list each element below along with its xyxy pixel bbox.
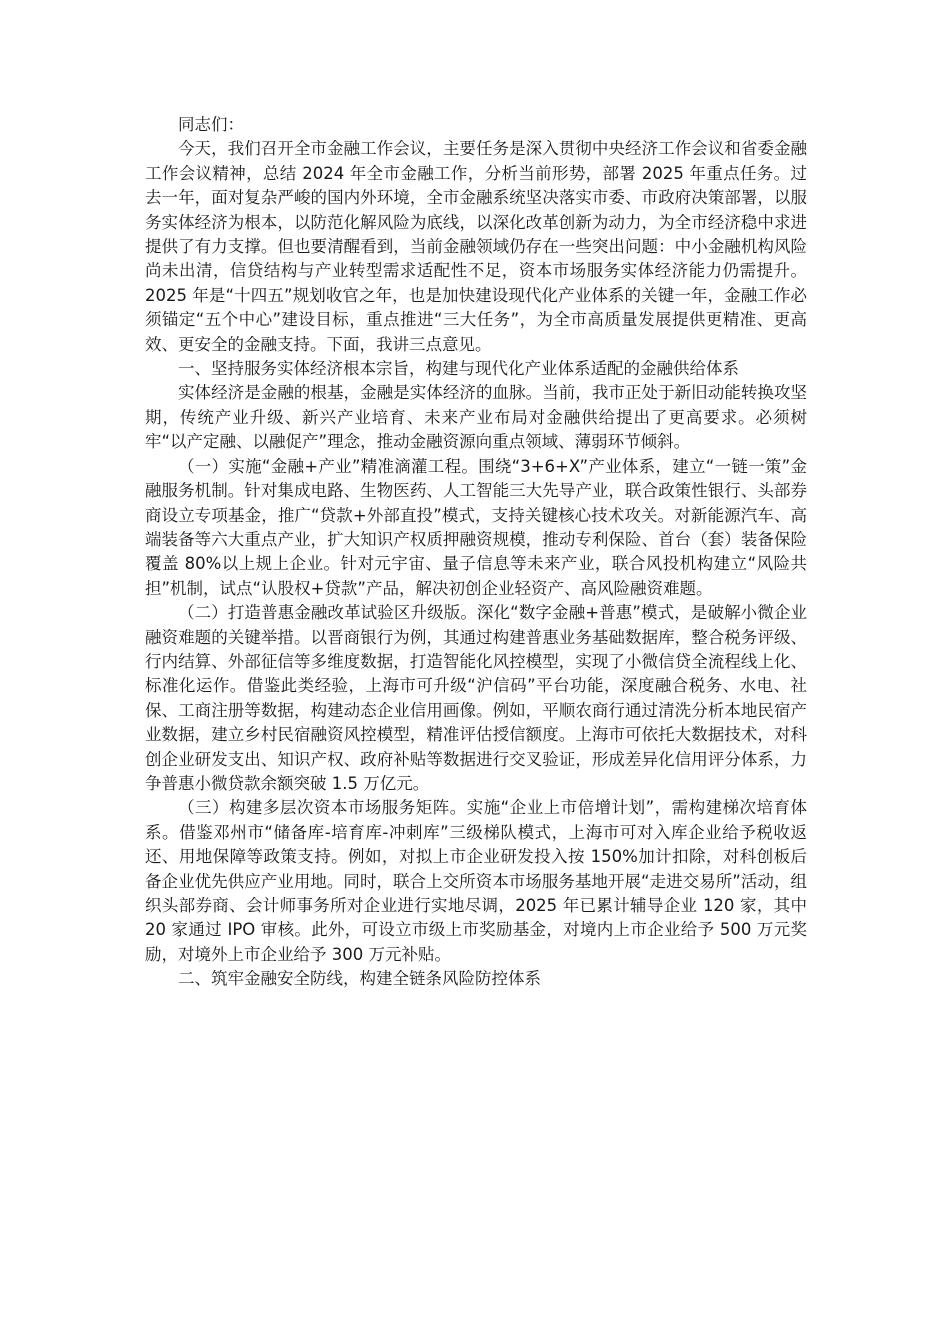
paragraph-opening: 今天，我们召开全市金融工作会议，主要任务是深入贯彻中央经济工作会议和省委金融工作会议精神，总结 2024 年全市金融工作，分析当前形势，部署 2025 年重点任务。过去一年，面对复杂严峻的国内外环境，全市金融系统坚决落实市委、市政府决策部署，以服务实体经济为根本，以防范化解风险为底线，以深化改革创新为动力，为全市经济稳中求进提供了有力支撑。但也要清醒看到，当前金融领域仍存在一些突出问题：中小金融机构风险尚未出清，信贷结构与产业转型需求适配性不足，资本市场服务实体经济能力仍需提升。2025 年是“十四五”规划收官之年，也是加快建设现代化产业体系的关键一年，金融工作必须锚定“五个中心”建设目标，重点推进“三大任务”，为全市高质量发展提供更精准、更高效、更安全的金融支持。下面，我讲三点意见。 bbox=[145, 139, 807, 354]
section-heading-2: 二、筑牢金融安全防线，构建全链条风险防控体系 bbox=[178, 969, 541, 989]
document-body bbox=[145, 113, 807, 992]
paragraph-subsection-3: （三）构建多层次资本市场服务矩阵。实施“企业上市倍增计划”，需构建梯次培育体系。借鉴邓州市“储备库-培育库-冲刺库”三级梯队模式，上海市可对入库企业给予税收返还、用地保障等政策支持。例如，对拟上市企业研发投入按 150%加计扣除，对科创板后备企业优先供应产业用地。同时，联合上交所资本市场服务基地开展“走进交易所”活动，组织头部券商、会计师事务所对企业进行实地尽调，2025 年已累计辅导企业 120 家，其中 20 家通过 IPO 审核。此外，可设立市级上市奖励基金，对境内上市企业给予 500 万元奖励，对境外上市企业给予 300 万元补贴。 bbox=[145, 798, 807, 964]
paragraph-section-1-intro: 实体经济是金融的根基，金融是实体经济的血脉。当前，我市正处于新旧动能转换攻坚期，传统产业升级、新兴产业培育、未来产业布局对金融供给提出了更高要求。必须树牢“以产定融、以融促产”理念，推动金融资源向重点领域、薄弱环节倾斜。 bbox=[145, 383, 807, 452]
salutation: 同志们： bbox=[178, 115, 244, 134]
section-heading-1: 一、坚持服务实体经济根本宗旨，构建与现代化产业体系适配的金融供给体系 bbox=[178, 359, 739, 379]
paragraph-subsection-1: （一）实施“金融+产业”精准滴灌工程。围绕“3+6+X”产业体系，建立“一链一策”金融服务机制。针对集成电路、生物医药、人工智能三大先导产业，联合政策性银行、头部券商设立专项基金，推广“贷款+外部直投”模式，支持关键核心技术攻关。对新能源汽车、高端装备等六大重点产业，扩大知识产权质押融资规模，推动专利保险、首台（套）装备保险覆盖 80%以上规上企业。针对元宇宙、量子信息等未来产业，联合风投机构建立“风险共担”机制，试点“认股权+贷款”产品，解决初创企业轻资产、高风险融资难题。 bbox=[145, 456, 807, 598]
paragraph-subsection-2: （二）打造普惠金融改革试验区升级版。深化“数字金融+普惠”模式，是破解小微企业融资难题的关键举措。以晋商银行为例，其通过构建普惠业务基础数据库，整合税务评级、行内结算、外部征信等多维度数据，打造智能化风控模型，实现了小微信贷全流程线上化、标准化运作。借鉴此类经验，上海市可升级“沪信码”平台功能，深度融合税务、水电、社保、工商注册等数据，构建动态企业信用画像。例如，平顺农商行通过清洗分析本地民宿产业数据，建立乡村民宿融资风控模型，精准评估授信额度。上海市可依托大数据技术，对科创企业研发支出、知识产权、政府补贴等数据进行交叉验证，形成差异化信用评分体系，力争普惠小微贷款余额突破 1.5 万亿元。 bbox=[145, 603, 807, 793]
